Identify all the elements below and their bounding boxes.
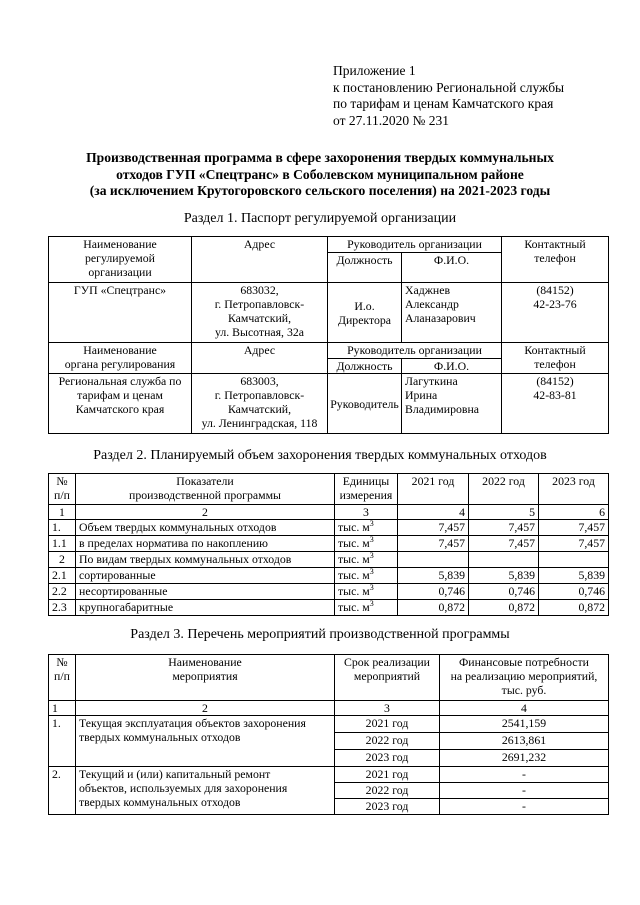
section3-heading: Раздел 3. Перечень мероприятий производственной программы (130, 627, 510, 642)
row-value-2023 (539, 552, 609, 568)
regulator-head-fio: Лагуткина Ирина Владимировна (402, 374, 502, 434)
row-value-2022: 5,839 (469, 568, 539, 584)
section2-heading: Раздел 2. Планируемый объем захоронения твердых коммунальных отходов (93, 448, 547, 463)
header-year-2021: 2021 год (398, 474, 469, 505)
row-name: несортированные (76, 584, 335, 600)
table-row (49, 716, 609, 733)
row-name: По видам твердых коммунальных отходов (76, 552, 335, 568)
col-number: 6 (539, 505, 609, 520)
header-regulator-position: Должность (328, 359, 402, 374)
row-value-2023: 0,746 (539, 584, 609, 600)
row-value-2021: 7,457 (398, 536, 469, 552)
row-num: 2.2 (49, 584, 76, 600)
table-row (49, 552, 609, 568)
row-value-2021: 5,839 (398, 568, 469, 584)
row-value-2021: 0,746 (398, 584, 469, 600)
header-head: Руководитель организации (328, 237, 502, 253)
col-number: 2 (76, 505, 335, 520)
header-regulator-fio: Ф.И.О. (402, 359, 502, 374)
row-value-2022: 7,457 (469, 520, 539, 536)
activity-year: 2022 год (335, 783, 440, 799)
col-number: 1 (49, 701, 76, 716)
appendix-line: Приложение 1 (333, 63, 416, 78)
activity-year: 2021 год (335, 716, 440, 733)
row-value-2023: 7,457 (539, 536, 609, 552)
activity-amount: 2541,159 (440, 716, 609, 733)
row-value-2022 (469, 552, 539, 568)
col-number: 4 (440, 701, 609, 716)
row-value-2022: 7,457 (469, 536, 539, 552)
table-row (49, 536, 609, 552)
appendix-block (333, 63, 564, 129)
org-address: 683032, г. Петропавловск- Камчатский, ул. Высотная, 32а (192, 283, 328, 343)
row-num: 2 (49, 552, 76, 568)
appendix-line: к постановлению Региональной службы (333, 79, 565, 95)
table-row (49, 520, 609, 536)
appendix-line: по тарифам и ценам Камчатского края (333, 96, 554, 111)
row-name: в пределах норматива по накоплению (76, 536, 335, 552)
col-number: 5 (469, 505, 539, 520)
header-org-name: Наименование регулируемой организации (49, 237, 192, 283)
row-unit: тыс. $м^3$ (335, 600, 398, 616)
org-head-position: И.о. Директора (328, 283, 402, 343)
org-head-fio: Хаджнев Александр Аланазарович (402, 283, 502, 343)
header-unit: Единицы измерения (335, 474, 398, 505)
table-row (49, 584, 609, 600)
header-regulator-name: Наименование органа регулирования (49, 343, 192, 374)
col-number: 2 (76, 701, 335, 716)
header-fio: Ф.И.О. (402, 253, 502, 283)
header-position: Должность (328, 253, 402, 283)
header-term: Срок реализации мероприятий (335, 655, 440, 701)
title-line: (за исключением Крутогоровского сельского поселения) на 2021-2023 годы (89, 183, 551, 198)
activity-amount: 2613,861 (440, 733, 609, 750)
activities-table (48, 654, 609, 815)
header-year-2023: 2023 год (539, 474, 609, 505)
header-regulator-head: Руководитель организации (328, 343, 502, 359)
section1-heading: Раздел 1. Паспорт регулируемой организации (183, 211, 457, 226)
row-unit: тыс. $м^3$ (335, 552, 398, 568)
activity-amount: 2691,232 (440, 750, 609, 767)
header-indicator: Показатели производственной программы (76, 474, 335, 505)
col-number: 4 (398, 505, 469, 520)
row-value-2021 (398, 552, 469, 568)
org-phone: (84152) 42-23-76 (502, 283, 609, 343)
activity-amount: - (440, 767, 609, 783)
row-value-2022: 0,872 (469, 600, 539, 616)
header-num: № п/п (49, 474, 76, 505)
header-regulator-phone: Контактный телефон (502, 343, 609, 374)
header-address: Адрес (192, 237, 328, 283)
row-value-2022: 0,746 (469, 584, 539, 600)
org-name: ГУП «Спецтранс» (49, 283, 192, 343)
regulator-phone: (84152) 42-83-81 (502, 374, 609, 434)
activity-amount: - (440, 783, 609, 799)
regulator-head-position: Руководитель (328, 374, 402, 434)
appendix-line: от 27.11.2020 № 231 (333, 112, 449, 128)
header-phone: Контактный телефон (502, 237, 609, 283)
waste-volume-table (48, 473, 609, 616)
title-line: Производственная программа в сфере захоронения твердых коммунальных (86, 150, 554, 165)
header-activity: Наименование мероприятия (76, 655, 335, 701)
header-finance: Финансовые потребности на реализацию мероприятий, тыс. руб. (440, 655, 609, 701)
row-num: 2.1 (49, 568, 76, 584)
table-row (49, 767, 609, 783)
row-unit: тыс. $м^3$ (335, 584, 398, 600)
row-value-2023: 7,457 (539, 520, 609, 536)
row-unit: тыс. $м^3$ (335, 536, 398, 552)
col-number: 3 (335, 701, 440, 716)
table-row (49, 568, 609, 584)
title-line: отходов ГУП «Спецтранс» в Соболевском муниципальном районе (116, 166, 524, 182)
activity-year: 2023 год (335, 750, 440, 767)
header-year-2022: 2022 год (469, 474, 539, 505)
table-row (49, 600, 609, 616)
row-name: сортированные (76, 568, 335, 584)
row-unit: тыс. $м^3$ (335, 568, 398, 584)
activity-name: Текущая эксплуатация объектов захоронения твердых коммунальных отходов (76, 716, 335, 767)
activity-num: 2. (49, 767, 76, 815)
activity-year: 2021 год (335, 767, 440, 783)
header-regulator-address: Адрес (192, 343, 328, 374)
row-value-2023: 0,872 (539, 600, 609, 616)
col-number: 1 (49, 505, 76, 520)
activity-name: Текущий и (или) капитальный ремонт объектов, используемых для захоронения твердых коммунальных отходов (76, 767, 335, 815)
row-unit: тыс. $м^3$ (335, 520, 398, 536)
activity-amount: - (440, 799, 609, 815)
col-number: 3 (335, 505, 398, 520)
row-num: 2.3 (49, 600, 76, 616)
activity-num: 1. (49, 716, 76, 767)
row-name: крупногабаритные (76, 600, 335, 616)
row-value-2021: 0,872 (398, 600, 469, 616)
document-title (0, 150, 640, 200)
row-value-2021: 7,457 (398, 520, 469, 536)
row-num: 1.1 (49, 536, 76, 552)
header-num: № п/п (49, 655, 76, 701)
regulator-name: Региональная служба по тарифам и ценам Камчатского края (49, 374, 192, 434)
row-value-2023: 5,839 (539, 568, 609, 584)
organization-passport-table (48, 236, 609, 434)
regulator-address: 683003, г. Петропавловск- Камчатский, ул. Ленинградская, 118 (192, 374, 328, 434)
activity-year: 2023 год (335, 799, 440, 815)
row-num: 1. (49, 520, 76, 536)
row-name: Объем твердых коммунальных отходов (76, 520, 335, 536)
activity-year: 2022 год (335, 733, 440, 750)
